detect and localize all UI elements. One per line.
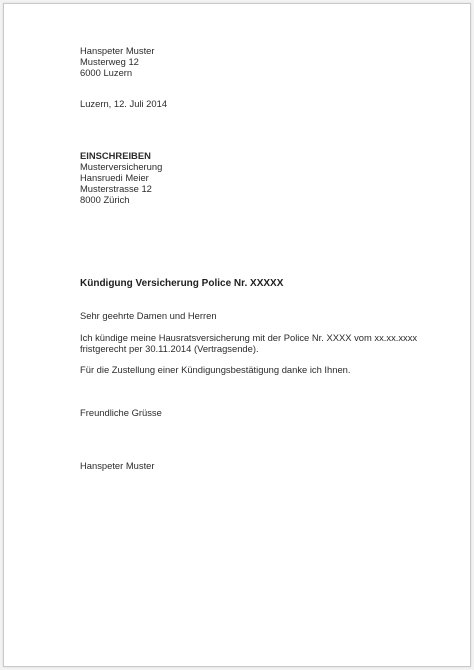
body-paragraph-1 bbox=[80, 332, 417, 354]
sender-street: Musterweg 12 bbox=[80, 56, 139, 67]
subject-line bbox=[80, 278, 283, 289]
salutation bbox=[80, 310, 217, 321]
sender-name: Hanspeter Muster bbox=[80, 45, 155, 56]
signature bbox=[80, 460, 155, 471]
sender-address bbox=[80, 45, 155, 78]
signature-name: Hanspeter Muster bbox=[80, 460, 155, 471]
recipient-contact: Hansruedi Meier bbox=[80, 172, 149, 183]
place-date-text: Luzern, 12. Juli 2014 bbox=[80, 98, 168, 109]
closing-text: Freundliche Grüsse bbox=[80, 407, 162, 418]
body-paragraph-1-line-2: fristgerecht per 30.11.2014 (Vertragsende). bbox=[80, 343, 259, 354]
body-paragraph-2-text: Für die Zustellung einer Kündigungsbestätigung danke ich Ihnen. bbox=[80, 364, 351, 375]
salutation-text: Sehr geehrte Damen und Herren bbox=[80, 310, 217, 321]
subject-text: Kündigung Versicherung Police Nr. XXXXX bbox=[80, 278, 284, 289]
recipient-city: 8000 Zürich bbox=[80, 194, 130, 205]
recipient-address bbox=[80, 150, 162, 205]
body-paragraph-1-line-1: Ich kündige meine Hausratsversicherung mit der Police Nr. XXXX vom xx.xx.xxxx bbox=[80, 332, 418, 343]
recipient-company: Musterversicherung bbox=[80, 161, 163, 172]
mail-type-label: EINSCHREIBEN bbox=[80, 150, 151, 161]
closing bbox=[80, 407, 162, 418]
body-paragraph-2 bbox=[80, 364, 351, 375]
letter-page bbox=[3, 3, 471, 667]
recipient-street: Musterstrasse 12 bbox=[80, 183, 152, 194]
sender-city: 6000 Luzern bbox=[80, 67, 133, 78]
place-date bbox=[80, 98, 167, 109]
